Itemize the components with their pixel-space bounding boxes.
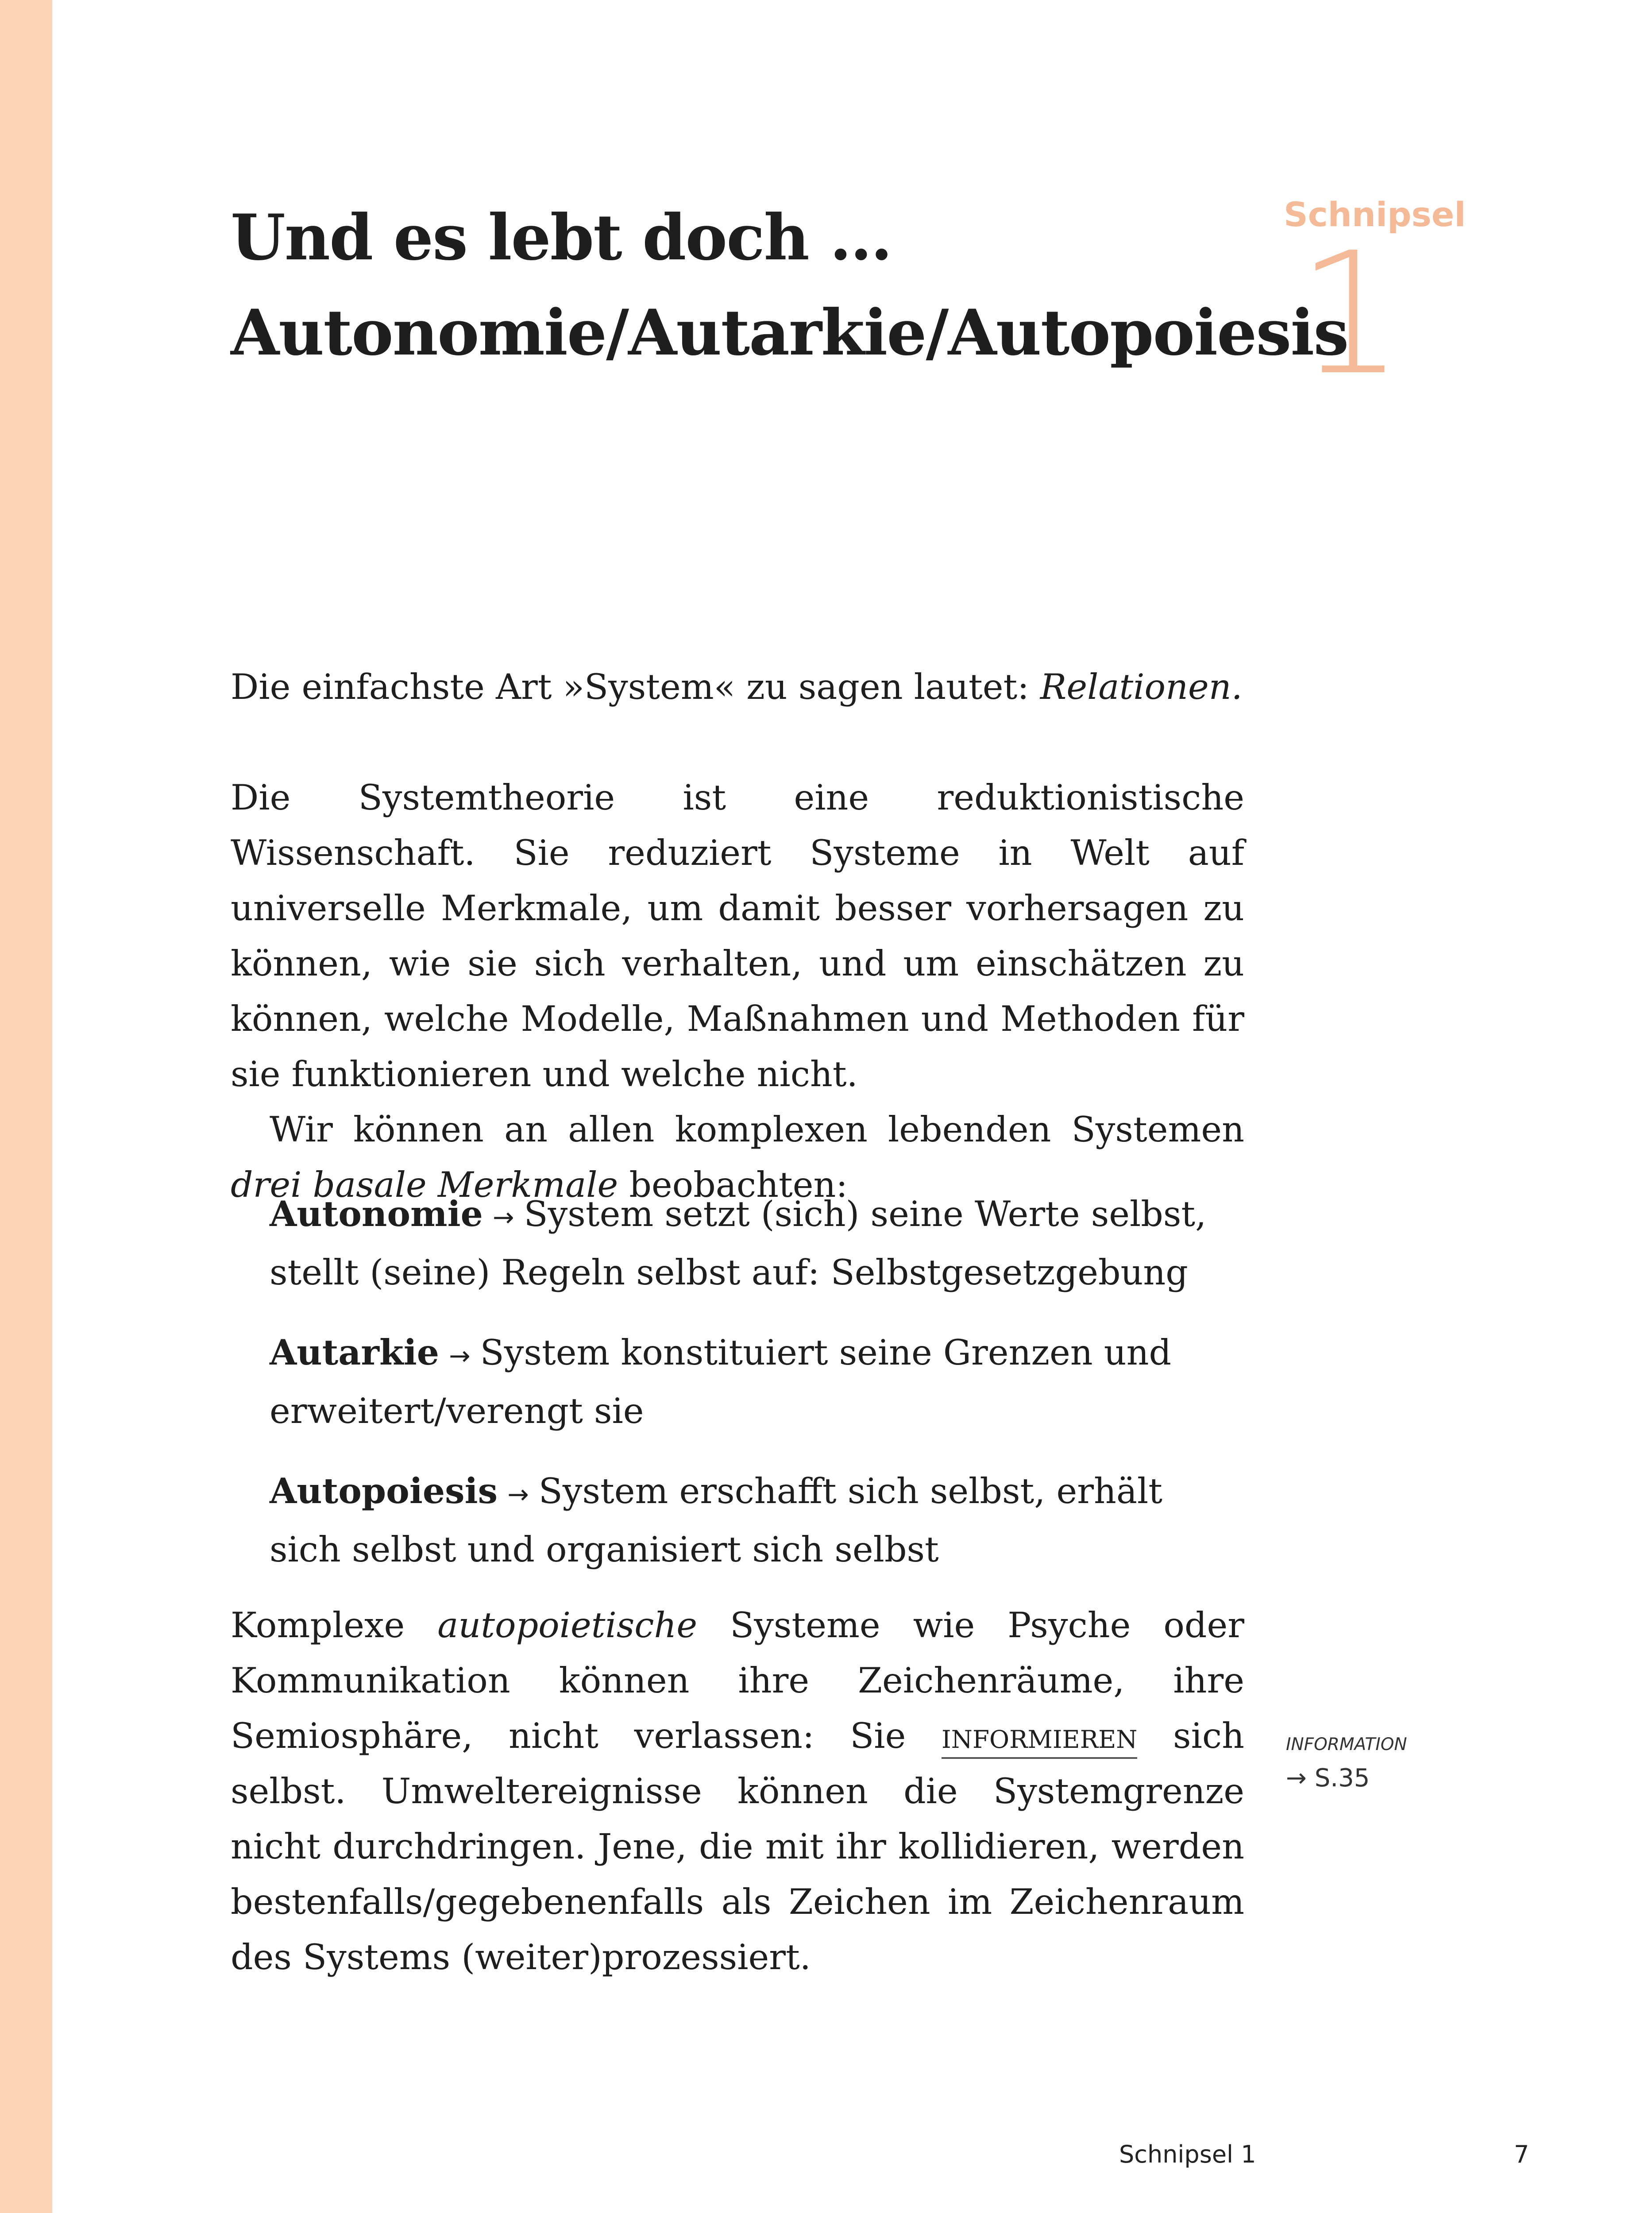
paragraph-2-text: Wir können an allen komplexen lebenden Systemen (270, 1109, 1244, 1150)
arrow-right-icon: → (492, 1202, 514, 1232)
chapter-number: 1 (1297, 216, 1404, 412)
arrow-right-icon: → (507, 1479, 529, 1509)
margin-note-reference: → S.35 (1286, 1764, 1370, 1793)
main-text-block (231, 770, 1244, 1213)
paragraph-2-end: beobachten: (618, 1164, 848, 1205)
page-title (231, 190, 1348, 381)
chapter-label: Schnipsel (1284, 195, 1466, 234)
paragraph-3-emphasis: autopoietische (437, 1605, 698, 1646)
arrow-right-icon: → (449, 1341, 471, 1371)
feature-term: Autarkie (270, 1332, 440, 1373)
intro-emphasis: Relationen. (1040, 667, 1243, 707)
informieren-link[interactable]: informieren (942, 1716, 1137, 1759)
feature-description: System erschafft sich selbst, erhält sich selbst und organisiert sich selbst (270, 1471, 1162, 1570)
feature-term: Autopoiesis (270, 1470, 498, 1511)
footer-label: Schnipsel 1 (1119, 2140, 1256, 2168)
feature-term: Autonomie (270, 1193, 483, 1234)
left-color-band (0, 0, 52, 2213)
paragraph-3-text-2: Systeme wie Psyche oder Kommunikation können ihre Zeichenräume, ihre Semiosphäre, nicht verlassen: Sie (231, 1605, 1244, 1756)
feature-item-autonomie (270, 1186, 1243, 1300)
intro-paragraph (231, 659, 1244, 715)
title-line-2: Autonomie/Autarkie/Autopoiesis (231, 296, 1348, 370)
paragraph-3 (231, 1598, 1244, 1985)
page-number: 7 (1514, 2140, 1529, 2168)
paragraph-3-text-1: Komplexe (231, 1605, 438, 1646)
margin-note[interactable] (1286, 1724, 1507, 1797)
paragraph-1: Die Systemtheorie ist eine reduktionistische Wissenschaft. Sie reduziert Systeme in Welt auf universelle Merkmale, um damit besser vorhersagen zu können, wie sie sich verhalten, und um einschätzen zu können, welche Modelle, Maßnahmen und Methoden für sie funktionieren und welche nicht. (231, 777, 1244, 1095)
feature-item-autopoiesis (270, 1463, 1243, 1577)
intro-text: Die einfachste Art »System« zu sagen lautet: (231, 667, 1040, 707)
margin-note-term: information (1286, 1727, 1407, 1756)
paragraph-3-text-3: sich selbst. Umweltereignisse können die Systemgrenze nicht durchdringen. Jene, die mit ihr kollidieren, werden bestenfalls/gegebenenfalls als Zeichen im Zeichenraum des Systems (weiter)prozessiert. (231, 1716, 1244, 1978)
paragraph-2-emphasis: drei basale Merkmale (231, 1164, 618, 1205)
title-line-1: Und es lebt doch … (231, 201, 892, 274)
feature-description: System konstituiert seine Grenzen und erweitert/verengt sie (270, 1332, 1172, 1431)
feature-item-autarkie (270, 1325, 1243, 1439)
feature-description: System setzt (sich) seine Werte selbst, stellt (seine) Regeln selbst auf: Selbstgesetzgebung (270, 1194, 1207, 1293)
